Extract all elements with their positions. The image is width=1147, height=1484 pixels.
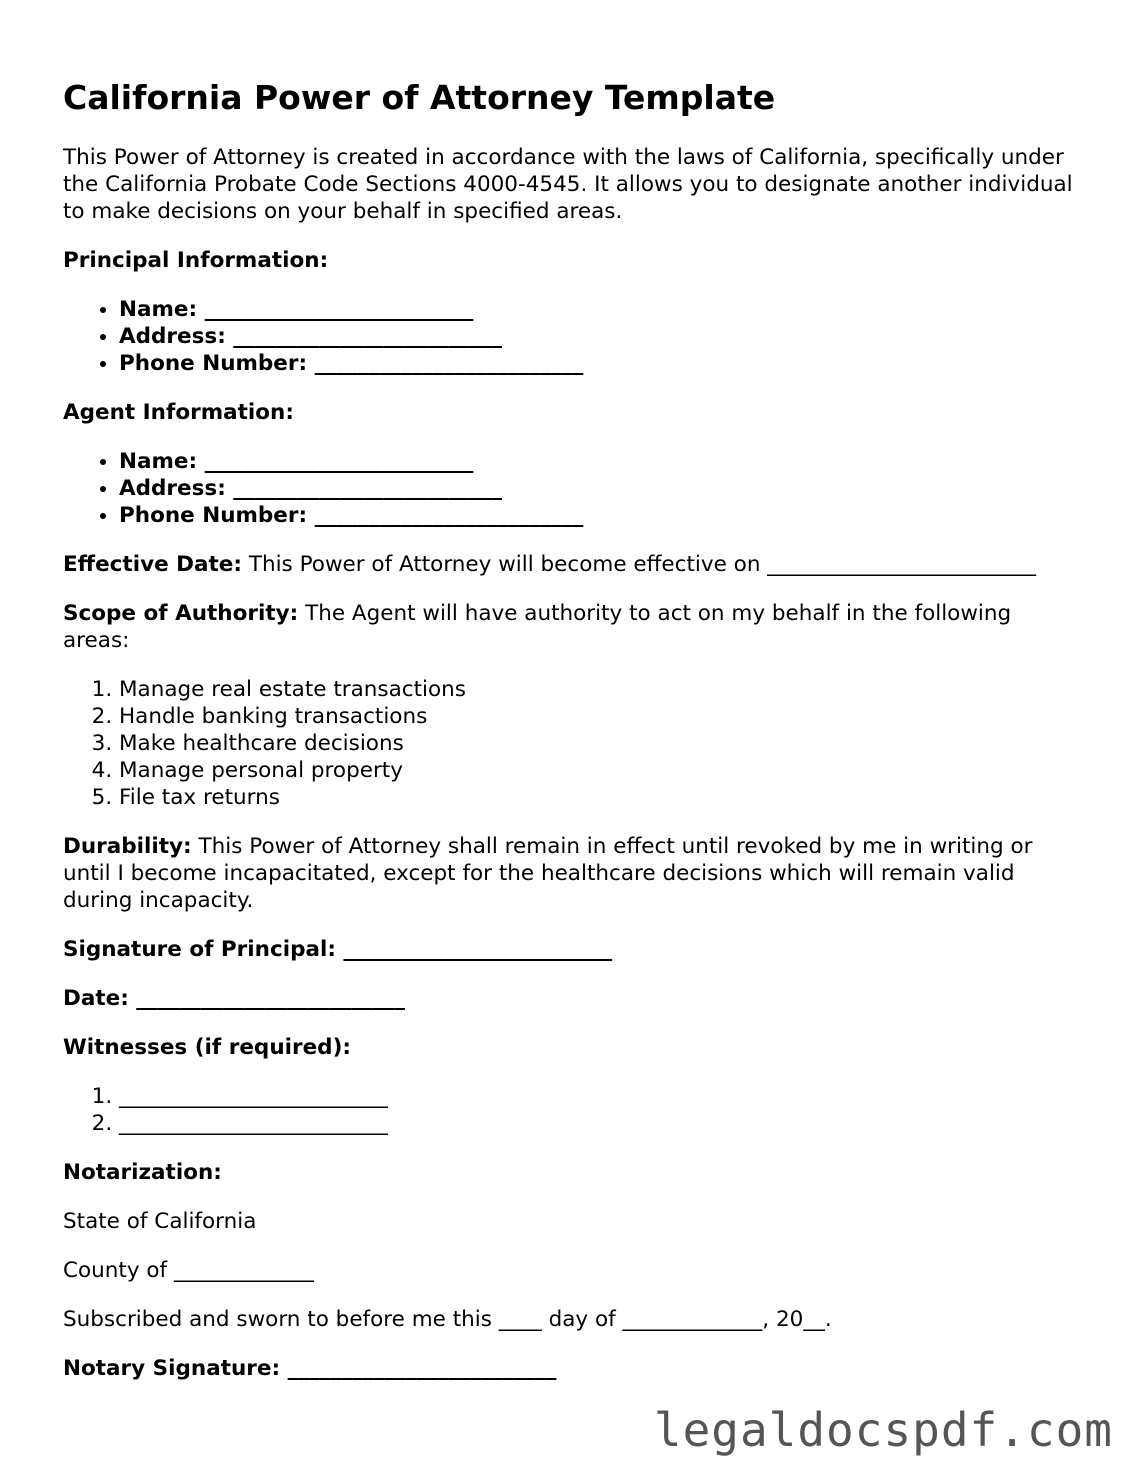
scope-item: 2. Handle banking transactions (119, 703, 1083, 730)
scope-list (63, 676, 1083, 811)
page-title: California Power of Attorney Template (63, 78, 776, 117)
principal-heading: Principal Information: (63, 248, 329, 273)
notary-sworn-field[interactable]: Subscribed and sworn to before me this ____ day of _____________, 20__. (63, 1307, 832, 1332)
notary-state: State of California (63, 1209, 257, 1234)
scope-label: Scope of Authority: (63, 601, 299, 626)
scope-item: 3. Make healthcare decisions (119, 730, 1083, 757)
durability-paragraph (63, 833, 1083, 914)
scope-paragraph (63, 600, 1083, 654)
witnesses-heading: Witnesses (if required): (63, 1035, 351, 1060)
watermark: legaldocspdf.com (653, 1403, 1113, 1457)
principal-list (63, 296, 1083, 377)
notary-county-field[interactable]: County of _____________ (63, 1258, 314, 1283)
witnesses-list (63, 1083, 1083, 1137)
agent-heading: Agent Information: (63, 400, 294, 425)
agent-name-field[interactable]: • Name: _________________________ (119, 448, 1083, 475)
scope-item: 5. File tax returns (119, 784, 1083, 811)
durability-text: This Power of Attorney shall remain in effect until revoked by me in writing or until I become incapacitated, except for the healthcare decisions which will remain valid during incapacity. (63, 834, 1033, 913)
date-field[interactable]: Date: _________________________ (63, 986, 406, 1011)
agent-phone-field[interactable]: • Phone Number: _________________________ (119, 502, 1083, 529)
witness-field[interactable]: 1. _________________________ (119, 1083, 1083, 1110)
effective-date-label: Effective Date: (63, 552, 242, 577)
intro-paragraph: This Power of Attorney is created in accordance with the laws of California, specifically under the California Probate Code Sections 4000-4545. It allows you to designate another individual to make decisions on your behalf in specified areas. (63, 145, 1073, 224)
principal-phone-field[interactable]: • Phone Number: _________________________ (119, 350, 1083, 377)
scope-text: The Agent will have authority to act on my behalf in the following areas: (63, 601, 1012, 653)
scope-item: 1. Manage real estate transactions (119, 676, 1083, 703)
witness-field[interactable]: 2. _________________________ (119, 1110, 1083, 1137)
principal-signature-field[interactable]: Signature of Principal: _________________________ (63, 937, 613, 962)
durability-label: Durability: (63, 834, 192, 859)
scope-item: 4. Manage personal property (119, 757, 1083, 784)
effective-date-paragraph (63, 551, 1083, 578)
agent-list (63, 448, 1083, 529)
notarization-heading: Notarization: (63, 1160, 222, 1185)
effective-date-text[interactable]: This Power of Attorney will become effective on _________________________ (241, 552, 1037, 577)
principal-address-field[interactable]: • Address: _________________________ (119, 323, 1083, 350)
agent-address-field[interactable]: • Address: _________________________ (119, 475, 1083, 502)
principal-name-field[interactable]: • Name: _________________________ (119, 296, 1083, 323)
document-page (63, 78, 1083, 1404)
notary-signature-field[interactable]: Notary Signature: _________________________ (63, 1356, 557, 1381)
